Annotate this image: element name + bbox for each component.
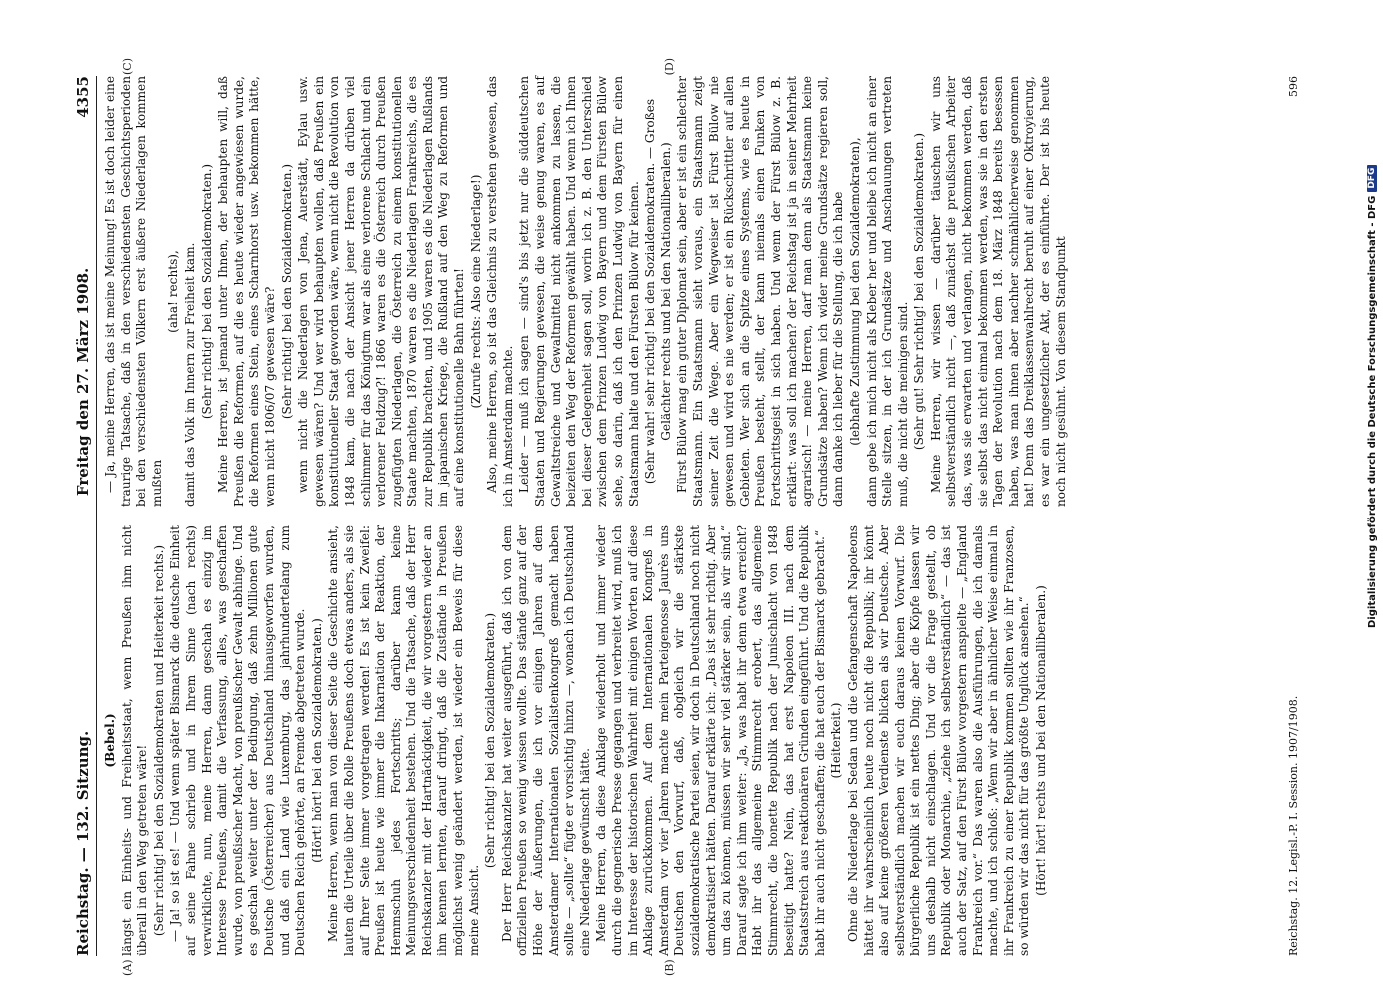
left-interjection: (Sehr richtig! bei den Sozialdemokraten.) — [483, 612, 498, 869]
running-head — [74, 76, 97, 956]
digitization-text: Digitalisierung gefördert durch die Deutsche Forschungsgemeinschaft - DFG — [1366, 195, 1378, 628]
right-interjection: (aha! rechts), — [166, 250, 181, 333]
page-footer — [1287, 76, 1300, 956]
left-interjection: (Hört! hört! bei den Sozialdemokraten.) — [309, 618, 324, 863]
left-paragraph: Meine Herren, wenn man von dieser Seite die Geschichte ansieht, lauten die Urteile über die Rolle Preußens doch etwas anders, als sie auf Ihrer Seite immer vorgetragen werden! Es ist kein Zweifel: Preußen ist heute wie immer die Inkarnation der Reaktion, der Hemmschuh jedes Fortschritts; darüber kann keine Meinungsverschiedenheit bestehen. Und die Tatsache, daß der Herr Reichskanzler mit der Hartnäckigkeit, die wir vorgestern wieder an ihm kennen lernten, darauf dringt, daß die Zustände in Preußen möglichst wenig geändert werden, ist wieder ein Beweis für diese meine Ansicht. — [326, 525, 481, 956]
right-paragraph: Meine Herren, wir wissen — darüber täuschen wir uns selbstverständlich nicht —, daß zunächst die preußischen Arbeiter das, was sie erwarten und verlangen, nicht bekommen werden, daß sie selbst das nicht einmal bekommen werden, was sie in den ersten Tagen der Revolution nach dem 18. März 1848 bereits besessen haben, was man ihnen aber nachher schmählicherweise genommen hat! Denn das Dreiklassenwahlrecht beruht auf einer Oktroyierung, es war ein ungesetzlicher Akt, der es einführte. Der ist bis heute noch nicht gesühnt. Von diesem Standpunkt — [928, 76, 1068, 507]
running-head-left: Reichstag. — 132. Sitzung. — [74, 730, 92, 956]
margin-marker-b: (B) — [663, 959, 676, 976]
running-head-date: Freitag den 27. März 1908. — [74, 267, 92, 497]
left-paragraph: — Ja! so ist es! — Und wenn später Bismarck die deutsche Einheit auf seine Fahne schrieb und in Ihrem Sinne (nach rechts) verwirklichte, nun, meine Herren, dann geschah es einzig im Interesse Preußens, damit die Verfassung, alles, was geschaffen wurde, von preußischer Macht, von preußischer Gewalt abhinge. Und es geschah weiter unter der Bedingung, daß zehn Millionen gute Deutsche (Österreicher) aus Deutschland hinausgeworfen wurden, und daß ein Land wie Luxemburg, das jahrhundertelang zum Deutschen Reich gehörte, an Fremde abgetreten wurde. — [168, 525, 308, 956]
margin-marker-c: (C) — [121, 58, 134, 75]
dfg-logo-icon: DFG — [1367, 165, 1377, 192]
right-paragraph: damit das Volk im Innern zur Freiheit kam. — [182, 242, 197, 507]
right-paragraph: Also, meine Herren, so ist das Gleichnis zu verstehen gewesen, das ich in Amsterdam machte. — [485, 76, 515, 507]
left-column — [103, 525, 1283, 976]
footer-session: Reichstag. 12. Legisl.-P. I. Session. 1907/1908. — [1287, 695, 1300, 956]
margin-marker-d: (D) — [663, 58, 676, 76]
sheet-number: 596 — [1287, 76, 1300, 97]
left-paragraph: Meine Herren, da diese Anklage wiederholt und immer wieder durch die gegnerische Presse gegangen und verbreitet wird, muß ich im Interesse der historischen Wahrheit mit einigen Worten auf diese Anklage zurückkommen. Auf dem Internationalen Kongreß in Amsterdam vor vier Jahren machte mein Parteigenosse Jaurès uns Deutschen den Vorwurf, daß, obgleich wir die stärkste sozialdemokratische Partei seien, wir doch in Deutschland noch nicht demokratisiert hätten. Darauf erklärte ich: „Das ist sehr richtig. Aber um das zu können, müssen wir sehr viel stärker sein, als wir sind.“ Darauf sagte ich ihm weiter: „Ja, was habt ihr denn etwa erreicht? Habt ihr das allgemeine Stimmrecht erobert, das allgemeine Stimmrecht, die honette Republik nach der Junischlacht von 1848 beseitigt hatte? Nein, das hat erst Napoleon III. nach dem Staatsstreich aus reaktionären Gründen eingeführt. Und die Republik habt ihr auch nicht geschaffen; die hat euch der Bismarck gebracht.“ — [594, 525, 827, 956]
right-paragraph: Meine Herren, ist jemand unter Ihnen, der behaupten will, daß Preußen die Reformen, auf die es heute wieder angewiesen wurde, die Reformen eines Stein, eines Scharnhorst usw. bekommen hätte, wenn nicht 1806/07 gewesen wäre? — [216, 76, 277, 507]
left-interjection: (Sehr richtig! bei den Sozialdemokraten und Heiterkeit rechts.) — [151, 544, 166, 937]
right-interjection: (Sehr richtig! bei den Sozialdemokraten.) — [199, 163, 214, 420]
right-paragraph: dann gebe ich mich nicht als Kleber her und bleibe ich nicht an einer Stelle sitzen, in der ich Grundsätze und Anschauungen vertreten muß, die nicht die meinigen sind. — [864, 76, 910, 507]
left-interjection: (Heiterkeit.) — [829, 702, 844, 779]
page-content — [60, 58, 1358, 978]
right-interjection: (Sehr gut! Sehr richtig! bei den Sozialdemokraten.) — [912, 132, 927, 451]
digitization-note — [1365, 8, 1379, 628]
margin-marker-a: (A) — [121, 959, 134, 976]
right-paragraph: — Ja, meine Herren, das ist meine Meinung! Es ist doch leider eine traurige Tatsache, daß in den verschiedensten Geschichtsperioden bei den verschiedensten Völkern erst äußere Niederlagen kommen mußten — [103, 76, 164, 507]
right-interjection: (lebhafte Zustimmung bei den Sozialdemokraten), — [847, 137, 862, 446]
right-paragraph: wenn nicht die Niederlagen von Jena, Auerstädt, Eylau usw. gewesen wären? Und wer wird behaupten wollen, daß Preußen ein konstitutioneller Staat geworden wäre, wenn nicht die Revolution von 1848 kam, die nach der Ansicht jener Herren da drüben viel schlimmer für das Königtum war als eine verlorene Schlacht und ein verlorener Feldzug?! 1866 waren es die Österreich durch Preußen zugefügten Niederlagen, die Österreich zu einem konstitutionellen Staate machten, 1870 waren es die Niederlagen Frankreichs, die es zur Republik brachten, und 1905 waren es die Niederlagen Rußlands im japanischen Kriege, die Rußland auf den Weg zu Reformen und auf eine konstitutionelle Bahn führten! — [296, 76, 467, 507]
right-interjection: (Zurufe rechts: Also eine Niederlage!) — [468, 174, 483, 409]
page-number: 4355 — [74, 76, 92, 118]
left-interjection: (Hört! hört! rechts und bei den Nationalliberalen.) — [1034, 585, 1049, 896]
text-columns — [103, 58, 1283, 976]
right-interjection: (Sehr richtig! bei den Sozialdemokraten.) — [279, 163, 294, 420]
right-paragraph: Fürst Bülow mag ein guter Diplomat sein, aber er ist ein schlechter Staatsmann. Ein Staatsmann sieht voraus, ein Staatsmann zeigt seiner Zeit die Wege. Aber ein Wegweiser ist Fürst Bülow nie gewesen und wird es nie werden; er ist ein Rückschrittler auf allen Gebieten. Wer sich an die Spitze eines Systems, wie es heute in Preußen besteht, stellt, der kann niemals einen Funken von Fortschrittsgeist in sich haben. Und wenn der Fürst Bülow z. B. erklärt: was soll ich machen? der Reichstag ist ja in seiner Mehrheit agrarisch! — meine Herren, darf man denn als Staatsmann keine Grundsätze haben? Wenn ich wider meine Grundsätze regieren soll, dann danke ich lieber für die Stellung, die ich habe — [675, 76, 846, 507]
scanned-page — [60, 58, 1358, 978]
left-paragraph: Der Herr Reichskanzler hat weiter ausgeführt, daß ich von dem offiziellen Preußen so wenig wissen wollte. Das stände ganz auf der Höhe der Äußerungen, die ich vor einigen Jahren auf dem Amsterdamer Internationalen Sozialistenkongreß gemacht haben sollte — „sollte“ fügte er vorsichtig hinzu —, wonach ich Deutschland eine Niederlage gewünscht hätte. — [499, 525, 592, 956]
left-paragraph: Ohne die Niederlage bei Sedan und die Gefangenschaft Napoleons hättet ihr wahrscheinlich heute noch nicht die Republik; ihr könnt also auf keine größeren Verdienste blicken als wir Deutsche. Aber selbstverständlich machen wir euch daraus keinen Vorwurf. Die bürgerliche Republik ist ein nettes Ding; aber die Köpfe lassen wir uns deshalb nicht einschlagen. Und vor die Frage gestellt, ob Republik oder Monarchie, „ziehe ich selbstverständlich“ — das ist auch der Satz, auf den Fürst Bülow vorgestern anspielte — „England Frankreich vor.“ Das waren also die Ausführungen, die ich damals machte, und ich schloß: „Wenn wir aber in ähnlicher Weise einmal in ihr Frankreich zu einer Republik kommen sollten wie ihr Franzosen, so würden wir das nicht für das größte Unglück ansehen.“ — [845, 525, 1032, 956]
right-interjection: (Sehr wahr! sehr richtig! bei den Sozialdemokraten. — Großes Gelächter rechts und bei den Nationalliberalen.) — [643, 98, 673, 485]
left-paragraph: längst ein Einheits- und Freiheitsstaat, wenn Preußen ihm nicht überall in den Weg getreten wäre! — [119, 525, 150, 956]
speaker-label: (Bebel.) — [103, 713, 117, 768]
right-paragraph: Leider — muß ich sagen — sind's bis jetzt nur die süddeutschen Staaten und Regierungen gewesen, die weise genug waren, es auf Gewaltstreiche und Gewaltmittel nicht ankommen zu lassen, die beizeiten den Weg der Reformen gewählt haben. Und wenn ich Ihnen bei dieser Gelegenheit sagen soll, worin ich z. B. den Unterschied zwischen dem Prinzen Ludwig von Bayern und dem Fürsten Bülow sehe, so darin, daß ich den Prinzen Ludwig von Bayern für einen Staatsmann halte und den Fürsten Bülow für keinen. — [517, 76, 641, 507]
right-column — [103, 58, 1283, 507]
